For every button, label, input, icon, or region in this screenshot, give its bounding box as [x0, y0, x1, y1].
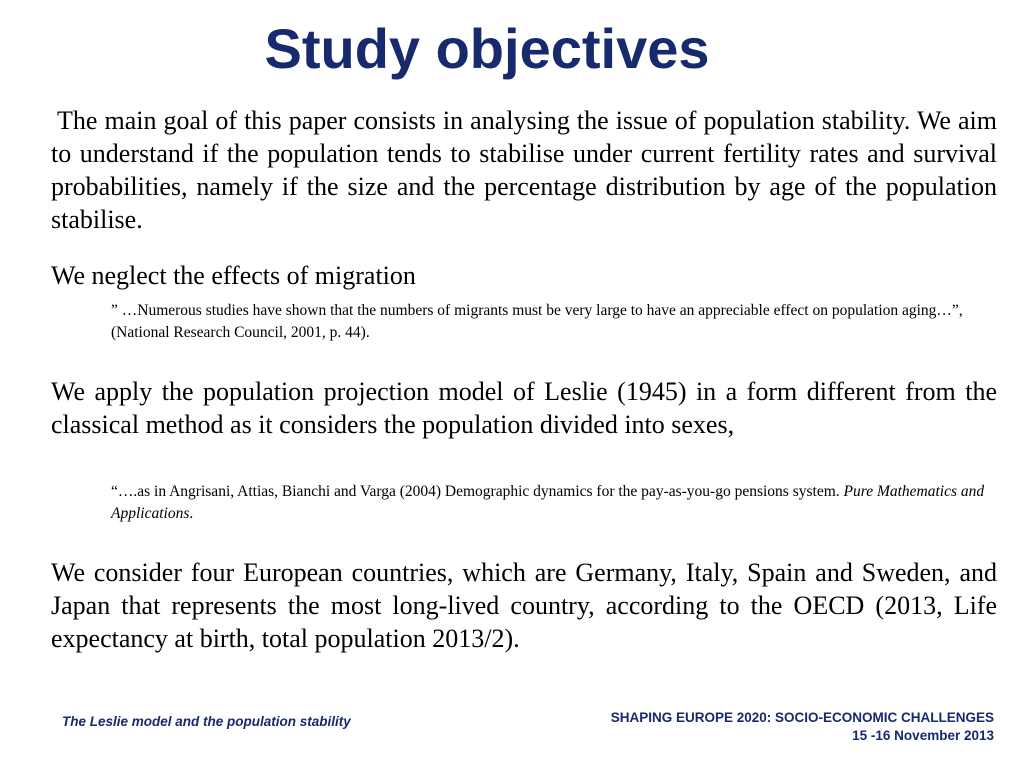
countries-paragraph: We consider four European countries, which are Germany, Italy, Spain and Sweden, and Japan that represents the most long-lived country, according to the OECD (2013, Life expectancy at birth, total population 2013/2). — [51, 558, 997, 653]
footer-conference — [611, 709, 994, 745]
footer-presentation-title: The Leslie model and the population stability — [62, 714, 351, 729]
model-quote — [111, 481, 991, 525]
goal-paragraph: The main goal of this paper consists in analysing the issue of population stability. We aim to understand if the population tends to stabilise under current fertility rates and survival probabilities, namely if the size and the percentage distribution by age of the population stabilise. — [51, 106, 997, 234]
footer-conference-date: 15 -16 November 2013 — [852, 728, 994, 743]
model-quote-text: “….as in Angrisani, Attias, Bianchi and Varga (2004) Demographic dynamics for the pay-as-you-go pensions system. — [111, 483, 844, 500]
migration-quote: ” …Numerous studies have shown that the numbers of migrants must be very large to have an appreciable effect on population aging…”, (National Research Council, 2001, p. 44). — [111, 302, 963, 341]
footer-conference-name: SHAPING EUROPE 2020: SOCIO-ECONOMIC CHALLENGES — [610, 710, 994, 725]
model-quote-journal: Pure Mathematics and Applications — [111, 483, 985, 522]
migration-paragraph: We neglect the effects of migration — [51, 261, 416, 290]
model-paragraph: We apply the population projection model of Leslie (1945) in a form different from the classical method as it considers the population divided into sexes, — [51, 377, 997, 439]
slide-title: Study objectives — [264, 17, 710, 80]
model-quote-end: . — [189, 505, 194, 522]
